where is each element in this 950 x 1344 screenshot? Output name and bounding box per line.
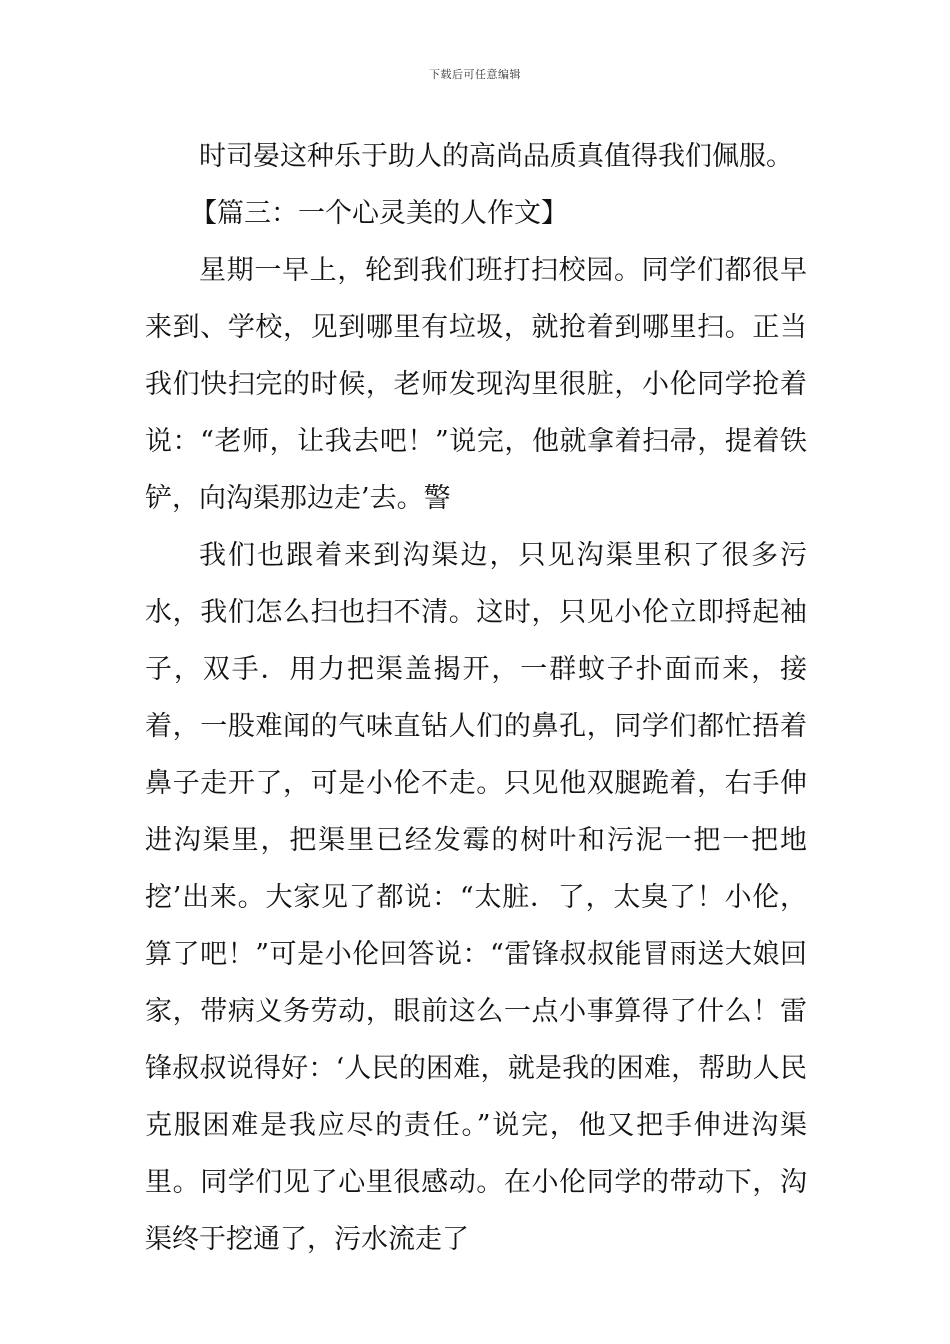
header-note: 下载后可任意编辑: [429, 68, 521, 81]
paragraph-morning-cleaning: 星期一早上，轮到我们班打扫校园。同学们都很早来到、学校，见到哪里有垃圾，就抢着到哪里扫。正当我们快扫完的时候，老师发现沟里很脏，小伦同学抢着说：“老师，让我去吧！”说完，他就拿着扫帚，提着铁铲，向沟渠那边走’去。警: [145, 255, 807, 514]
document-body: [145, 128, 807, 1268]
paragraph-closing-sentence: 时司晏这种乐于助人的高尚品质真值得我们佩服。: [199, 141, 793, 172]
paragraph-ditch-cleaning: 我们也跟着来到沟渠边，只见沟渠里积了很多污水，我们怎么扫也扫不清。这时，只见小伦立即捋起袖子，双手．用力把渠盖揭开，一群蚊子扑面而来，接着，一股难闻的气味直钻人们的鼻孔，同学们都忙捂着鼻子走开了，可是小伦不走。只见他双腿跪着，右手伸进沟渠里，把渠里已经发霉的树叶和污泥一把一把地挖’出来。大家见了都说：“太脏．了，太臭了！小伦，算了吧！”可是小伦回答说：“雷锋叔叔能冒雨送大娘回家，带病义务劳动，眼前这么一点小事算得了什么！雷锋叔叔说得好：‘人民的困难，就是我的困难，帮助人民克服困难是我应尽的责任。”说完，他又把手伸进沟渠里。同学们见了心里很感动。在小伦同学的带动下，沟渠终于挖通了，污水流走了: [145, 540, 807, 1255]
section-heading: 【篇三：一个心灵美的人作文】: [190, 198, 568, 229]
